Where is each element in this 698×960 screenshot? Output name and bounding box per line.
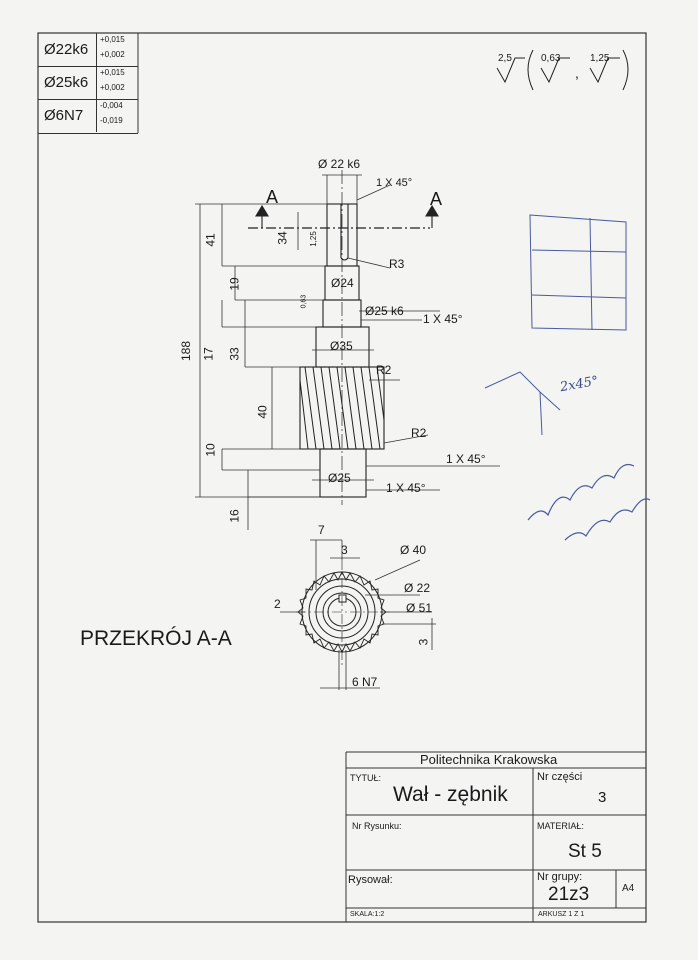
dim-d35: Ø35 [330,339,353,353]
tolerance-lower: +0,002 [100,83,125,92]
part-number-label: Nr części [537,771,583,783]
dim-chamfer-low: 1 X 45° [446,452,486,466]
section-title: PRZEKRÓJ A-A [80,627,232,650]
tolerance-nominal: Ø22k6 [44,41,89,58]
roughness-b: 0,63 [300,294,308,309]
dim-r2-top: R2 [376,363,392,377]
dim-19: 19 [227,277,242,291]
school-name: Politechnika Krakowska [420,752,558,767]
dim-d25: Ø25 [328,471,351,485]
dim-40: 40 [255,405,270,419]
roughness-value: 0,63 [541,53,561,64]
tolerance-lower: +0,002 [100,50,125,59]
title-block-lines [346,752,646,922]
dim-33: 33 [227,347,242,361]
sheet-number: ARKUSZ 1 Z 1 [538,911,585,918]
tolerance-upper: +0,015 [100,68,125,77]
tolerance-upper: -0,004 [100,101,123,110]
tolerance-table [38,33,138,133]
handwritten-note: 2x45° [558,373,600,396]
scale: SKALA:1:2 [350,911,385,918]
section-dimension-lines [280,540,436,690]
section-n7: 6 N7 [352,675,378,689]
dim-10: 10 [203,443,218,457]
dim-16: 16 [227,509,242,523]
dim-chamfer-bot: 1 X 45° [386,481,426,495]
material-label: MATERIAŁ: [537,821,584,831]
section-d40: Ø 40 [400,543,427,557]
drawing-title: Wał - zębnik [393,783,508,806]
roughness-value: 1,25 [590,53,610,64]
tolerance-nominal: Ø25k6 [44,74,89,91]
handwritten-sketch [485,215,626,435]
section-dim-3b: 3 [416,638,431,646]
section-dim-7: 7 [318,523,325,537]
drawn-by-label: Rysował: [348,874,393,886]
roughness-separator: , [575,65,579,81]
title-label: TYTUŁ: [350,773,382,783]
dim-188: 188 [179,340,194,362]
tolerance-row [38,66,138,100]
dim-r3: R3 [389,257,405,271]
tolerance-nominal: Ø6N7 [44,107,84,124]
roughness-general: 2,5 [498,53,512,64]
group-number-label: Nr grupy: [537,871,583,883]
dim-d22k6: Ø 22 k6 [318,157,361,171]
roughness-a: 1,25 [308,231,318,247]
cross-section-a-a [296,560,390,665]
section-label-left: A [266,187,279,207]
group-number: 21z3 [548,884,590,905]
material-value: St 5 [568,841,602,862]
tolerance-row [38,33,138,67]
dim-d25k6: Ø25 k6 [365,304,404,318]
dim-r2-bottom: R2 [411,426,427,440]
tolerance-lower: -0,019 [100,116,123,125]
paper-format: A4 [622,883,635,894]
part-number: 3 [598,789,607,806]
section-label-right: A [430,189,443,209]
section-d22: Ø 22 [404,581,431,595]
section-dim-3: 3 [341,543,348,557]
dim-17: 17 [201,347,216,361]
shaft-drawing [248,170,438,505]
section-dim-2: 2 [274,597,281,611]
dim-41: 41 [203,233,218,247]
dim-d24: Ø24 [331,276,354,290]
tolerance-upper: +0,015 [100,35,125,44]
section-d51: Ø 51 [406,601,433,615]
dim-34: 34 [275,231,290,245]
dim-chamfer-top: 1 X 45° [376,177,413,189]
dim-chamfer-mid: 1 X 45° [423,312,463,326]
handwritten-note-2 [528,465,650,541]
drawing-number-label: Nr Rysunku: [352,821,402,831]
tolerance-row [38,99,138,134]
